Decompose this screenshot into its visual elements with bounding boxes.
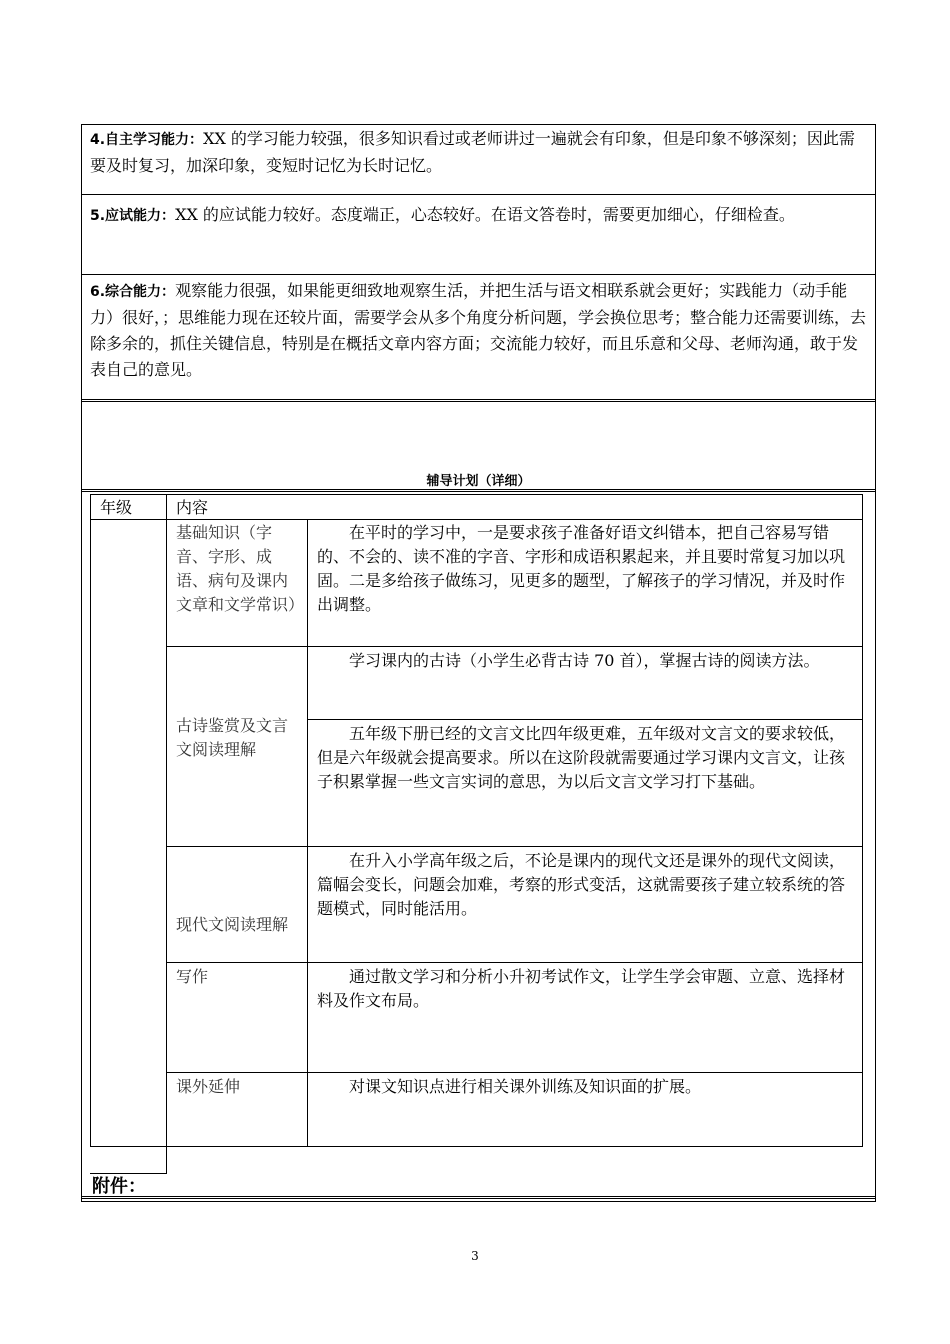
category-poetry: 古诗鉴赏及文言文阅读理解 (176, 716, 289, 759)
ability-self-study: 4.自主学习能力：XX 的学习能力较强，很多知识看过或老师讲过一遍就会有印象，但是印象不够深刻；因此需要及时复习，加深印象，变短时记忆为长时记忆。 (90, 129, 855, 175)
row-divider (166, 1072, 863, 1073)
row-divider (166, 962, 863, 963)
plan-text-basics: 在平时的学习中，一是要求孩子准备好语文纠错本，把自己容易写错的、不会的、读不准的字音、字形和成语积累起来，并且要时常复习加以巩固。二是多给孩子做练习，见更多的题型，了解孩子的学习情况，并及时作出调整。 (317, 523, 846, 614)
category-extension: 课外延伸 (176, 1077, 241, 1096)
plan-text-writing: 通过散文学习和分析小升初考试作文，让学生学会审题、立意、选择材料及作文布局。 (317, 967, 846, 1010)
divider (81, 1196, 876, 1199)
plan-text-modern-reading: 在升入小学高年级之后，不论是课内的现代文还是课外的现代文阅读，篇幅会变长，问题会加难，考察的形式变活，这就需要孩子建立较系统的答题模式，同时能活用。 (317, 851, 846, 918)
ability-exam: 5.应试能力：XX 的应试能力较好。态度端正，心态较好。在语文答卷时，需要更加细心，仔细检查。 (90, 205, 795, 224)
category-modern-reading: 现代文阅读理解 (176, 915, 289, 934)
divider (81, 194, 876, 195)
header-content: 内容 (176, 498, 209, 517)
header-grade: 年级 (100, 498, 133, 517)
ability-comprehensive: 6.综合能力：观察能力很强，如果能更细致地观察生活，并把生活与语文相联系就会更好；实践能力（动手能力）很好，；思维能力现在还较片面，需要学会从多个角度分析问题，学会换位思考；整合能力还需要训练，去除多余的，抓住关键信息，特别是在概括文章内容方面；交流能力较好，而且乐意和父母、老师沟通，敢于发表自己的意见。 (90, 281, 867, 379)
page-number: 3 (471, 1249, 479, 1263)
divider (81, 489, 876, 492)
plan-text-extension: 对课文知识点进行相关课外训练及知识面的扩展。 (349, 1077, 702, 1096)
row-divider (166, 646, 863, 647)
category-basics: 基础知识（字音、字形、成语、病句及课内文章和文学常识） (176, 523, 305, 614)
row-divider (307, 719, 863, 720)
category-writing: 写作 (176, 967, 209, 986)
annex-label: 附件： (92, 1176, 146, 1197)
content-column-divider (307, 519, 308, 1147)
divider (81, 274, 876, 275)
plan-text-classical: 五年级下册已经的文言文比四年级更难，五年级对文言文的要求较低，但是六年级就会提高要求。所以在这阶段就需要通过学习课内文言文，让孩子积累掌握一些文言实词的意思，为以后文言文学习打下基础。 (317, 724, 846, 791)
plan-title: 辅导计划（详细） (426, 474, 531, 489)
divider (81, 399, 876, 402)
row-divider (166, 846, 863, 847)
plan-text-poetry: 学习课内的古诗（小学生必背古诗 70 首），掌握古诗的阅读方法。 (349, 651, 820, 670)
